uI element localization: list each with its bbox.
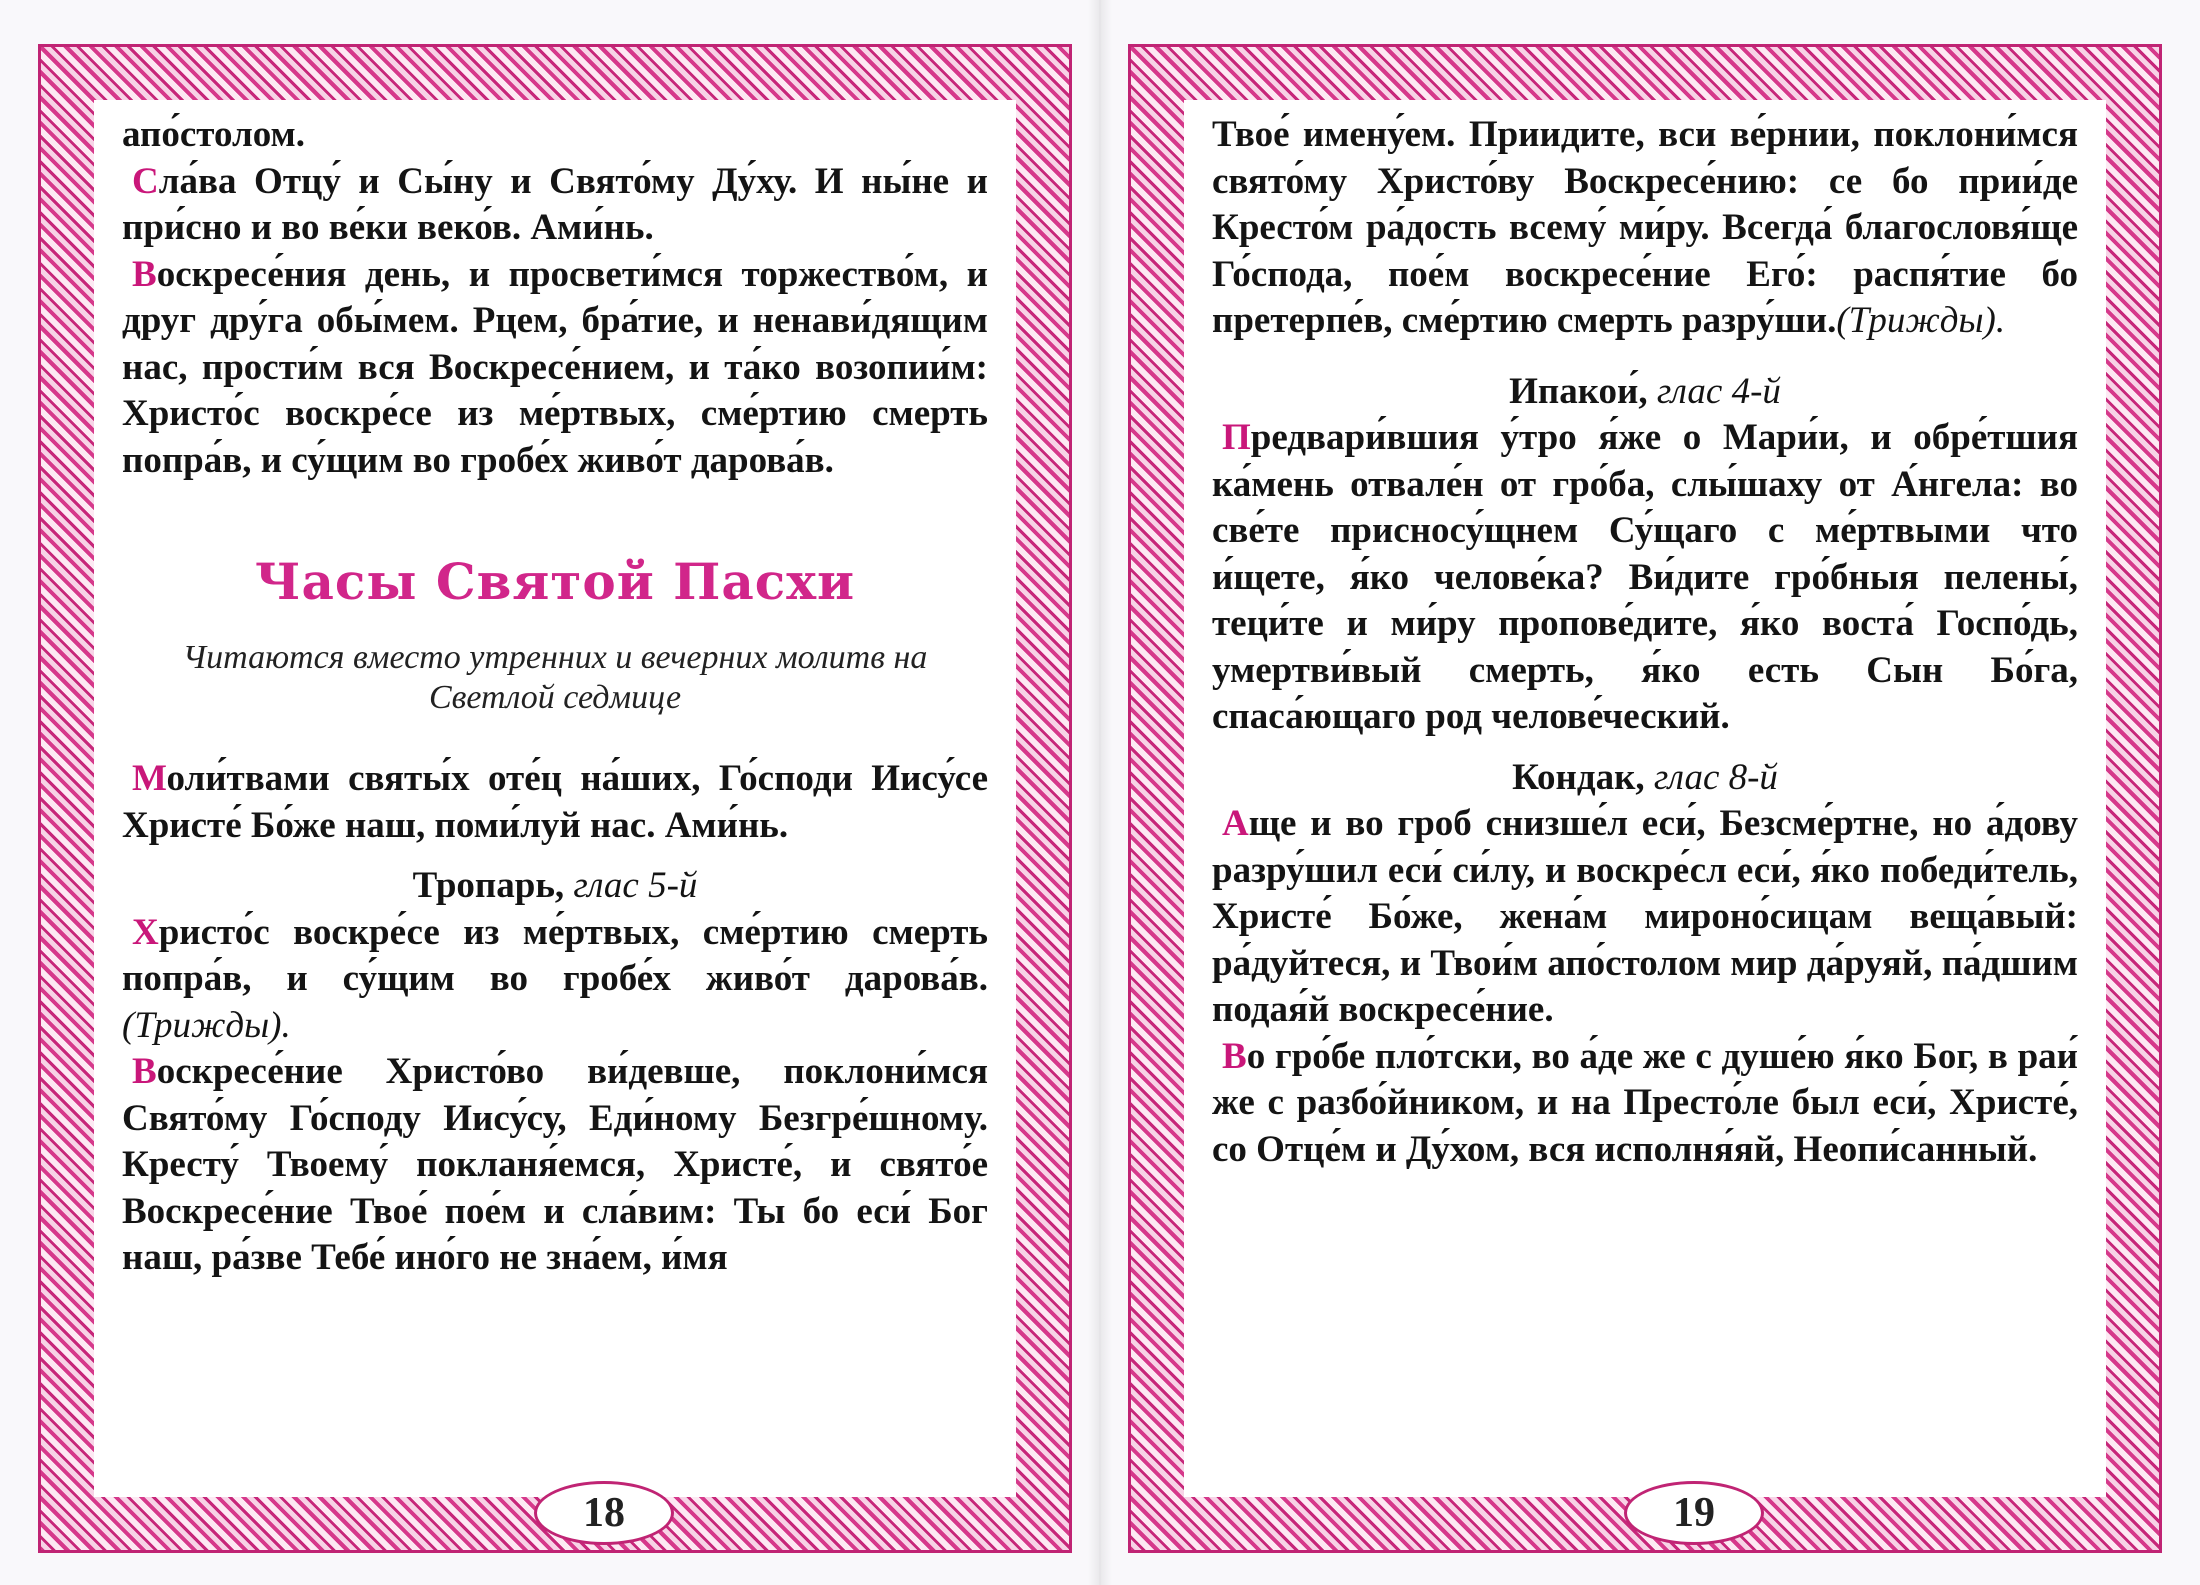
book-gutter bbox=[1088, 0, 1112, 1585]
tone-label: глас 8-й bbox=[1653, 756, 1778, 798]
drop-initial: В bbox=[132, 1051, 157, 1092]
page-number: 18 bbox=[534, 1481, 674, 1545]
repeat-note: (Трижды). bbox=[122, 1004, 291, 1046]
paragraph-text: ла́ва Отцу́ и Сы́ну и Свято́му Ду́ху. И ны́не и при́сно и во ве́ки веко́в. Ами́нь. bbox=[122, 160, 988, 248]
paragraph-troparion bbox=[122, 910, 988, 1050]
ornamental-frame-right bbox=[1130, 46, 2160, 1551]
section-subtitle: Читаются вместо утренних и вечерних молитв на Светлой седмице bbox=[182, 639, 928, 716]
drop-initial: Х bbox=[132, 911, 159, 953]
paragraph-text: ристо́с воскре́се из ме́ртвых, сме́ртию смерть попра́в, и су́щим во гробе́х живо́т дарова́в. bbox=[122, 911, 988, 999]
paragraph-text: ще и во гроб снизше́л еси́, Безсме́ртне, но а́дову разру́шил еси́ си́лу, и воскре́сл еси́, я́ко победи́тель, Христе́ Бо́же, жена́м мироно́сицам веща́вый: ра́дуйтеся, и Твои́м апо́столом мир да́руяй, па́дшим подая́й воскресе́ние. bbox=[1212, 803, 2078, 1030]
text-line: апо́столом. bbox=[122, 114, 305, 155]
left-page-text bbox=[94, 100, 1016, 1497]
paragraph-text: оскресе́ния день, и просвети́мся торжество́м, и друг дру́га обы́мем. Рцем, бра́тие, и ненави́дящим нас, прости́м вся Воскресе́нием, и та́ко возопии́м: Христо́с воскре́се из ме́ртвых, сме́ртию смерть попра́в, и су́щим во гробе́х живо́т дарова́в. bbox=[122, 253, 988, 481]
tone-label: глас 4-й bbox=[1656, 370, 1781, 412]
drop-initial: П bbox=[1222, 417, 1251, 458]
paragraph-prayers bbox=[122, 756, 988, 849]
drop-initial: М bbox=[132, 758, 167, 799]
kontakion-heading bbox=[1212, 755, 2078, 802]
paragraph-text: о гро́бе пло́тски, во а́де же с душе́ю я́ко Бог, в раи́ же с разбо́йником, и на Престо́ле был еси́, Христе́, со Отце́м и Ду́хом, вся исполня́яй, Неопи́санный. bbox=[1212, 1035, 2078, 1170]
tone-label: глас 5-й bbox=[573, 865, 698, 906]
paragraph-text: оскресе́ние Христо́во ви́девше, поклони́мся Свято́му Го́споду Иису́су, Еди́ному Безгре́шному. Кресту́ Твоему́ покланя́емся, Христе́, и свято́е Воскресе́ние Твое́ пое́м и сла́вим: Ты бо еси́ Бог наш, ра́зве Тебе́ ино́го не зна́ем, и́мя bbox=[122, 1051, 988, 1278]
paragraph-resurrection-day bbox=[122, 252, 988, 485]
page-number: 19 bbox=[1624, 1481, 1764, 1545]
paragraph-in-the-grave bbox=[1212, 1034, 2078, 1174]
heading-text: Кондак, bbox=[1512, 756, 1645, 798]
heading-text: Тропарь, bbox=[412, 865, 565, 906]
paragraph-text: редвари́вшия у́тро я́же о Мари́и, и обре́тшия ка́мень отвале́н от гро́ба, слы́шаху от А́нгела: во све́те присносу́щнем Су́щаго с ме́ртвыми что и́щете, я́ко челове́ка? Ви́дите гро́бныя пелены́, теци́те и ми́ру пропове́дите, я́ко воста́ Госпо́дь, умертви́вый смерть, я́ко есть Сын Бо́га, спаса́ющаго род челове́ческий. bbox=[1212, 417, 2078, 737]
paragraph-having-beheld bbox=[122, 1049, 988, 1282]
ipakoi-heading bbox=[1212, 369, 2078, 416]
troparion-heading bbox=[122, 863, 988, 910]
drop-initial: С bbox=[132, 160, 159, 202]
paragraph-text: Твое́ имену́ем. Приидите, вси ве́рнии, поклони́мся свято́му Христо́ву Воскресе́нию: се бо прии́де Кресто́м ра́дость всему́ ми́ру. Всегда́ благословя́ще Го́спода, пое́м воскресе́ние Его́: распя́тие бо претерпе́в, сме́ртию смерть разру́ши. bbox=[1212, 114, 2078, 341]
section-title: Часы Святой Пасхи bbox=[254, 552, 856, 611]
paragraph-glory bbox=[122, 159, 988, 252]
paragraph-ipakoi bbox=[1212, 415, 2078, 741]
drop-initial: А bbox=[1222, 803, 1249, 844]
paragraph-kontakion bbox=[1212, 801, 2078, 1034]
repeat-note: (Трижды). bbox=[1836, 300, 2006, 341]
drop-initial: В bbox=[132, 253, 157, 295]
heading-text: Ипакои́, bbox=[1509, 370, 1648, 412]
ornamental-frame-left bbox=[40, 46, 1070, 1551]
paragraph-text: оли́твами святы́х оте́ц на́ших, Го́споди Иису́се Христе́ Бо́же наш, поми́луй нас. Ами́нь. bbox=[122, 758, 988, 846]
right-page-text bbox=[1184, 100, 2106, 1497]
drop-initial: В bbox=[1222, 1035, 1247, 1077]
paragraph-continued bbox=[1212, 112, 2078, 345]
